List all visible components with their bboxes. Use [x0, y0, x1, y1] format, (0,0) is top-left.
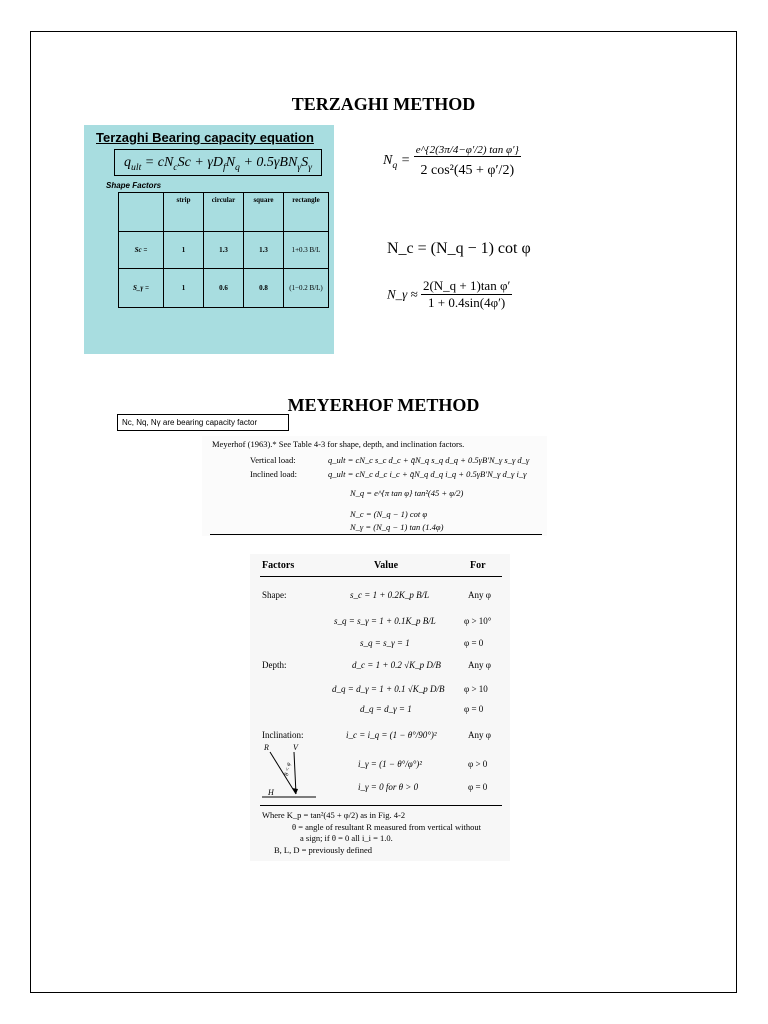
nq-lhs-sub: q: [392, 159, 398, 171]
inclined-load-equation: q_ult = cN_c d_c i_c + q̄N_q d_q i_q + 0.5γB′N_γ d_γ i_γ: [328, 469, 527, 479]
table-cell: [119, 193, 164, 232]
ngamma-denominator: 1 + 0.4sin(4φ′): [421, 294, 512, 311]
table-cell: 1: [164, 232, 204, 269]
factor-condition: φ > 10: [464, 684, 488, 694]
shape-factor-table: [118, 192, 329, 308]
table-header: circular: [204, 193, 244, 232]
inclined-load-label: Inclined load:: [250, 469, 297, 479]
factor-condition: Any φ: [468, 660, 491, 670]
shape-factors-label: Shape Factors: [106, 181, 162, 190]
factor-condition: φ > 0: [468, 759, 488, 769]
factor-value: d_q = d_γ = 1 + 0.1 √K_p D/B: [332, 684, 445, 694]
table-cell: 1.3: [204, 232, 244, 269]
factor-value: i_c = i_q = (1 − θ°/90°)²: [346, 730, 437, 740]
table-cell: (1−0.2 B/L): [284, 269, 329, 308]
table-cell: 1+0.3 B/L: [284, 232, 329, 269]
factor-value: d_c = 1 + 0.2 √K_p D/B: [352, 660, 441, 670]
factor-condition: φ > 10°: [464, 616, 492, 626]
nq-numerator: e^{2(3π/4−φ′/2) tan φ′}: [415, 144, 519, 156]
factor-condition: φ = 0: [468, 782, 488, 792]
meyerhof-equations: [202, 436, 547, 536]
factor-condition: Any φ: [468, 590, 491, 600]
factor-label: Shape:: [262, 590, 287, 600]
meyerhof-intro: Meyerhof (1963).* See Table 4-3 for shape, depth, and inclination factors.: [212, 439, 465, 449]
ngamma-fraction: [421, 278, 512, 311]
factor-value: d_q = d_γ = 1: [360, 704, 412, 714]
table-row: [119, 269, 329, 308]
table-header-row: [119, 193, 329, 232]
divider: [210, 534, 542, 535]
factor-label: Inclination:: [262, 730, 304, 740]
footnote-theta: θ = angle of resultant R measured from vertical without: [292, 822, 481, 832]
meyerhof-heading: MEYERHOF METHOD: [287, 395, 480, 415]
table-row: [119, 232, 329, 269]
factor-value: i_γ = (1 − θ°/φ°)²: [358, 759, 422, 769]
diagram-label-r: R: [264, 743, 269, 752]
footnote-kp: Where K_p = tan²(45 + φ/2) as in Fig. 4-2: [262, 810, 406, 820]
factor-value: s_q = s_γ = 1 + 0.1K_p B/L: [334, 616, 436, 626]
footer-rule: [260, 805, 502, 806]
col-header-factors: Factors: [262, 560, 295, 571]
table-header: square: [244, 193, 284, 232]
nc-formula: N_c = (N_q − 1) cot φ: [387, 240, 531, 257]
table-cell: 0.8: [244, 269, 284, 308]
panel-title: Terzaghi Bearing capacity equation: [96, 130, 314, 145]
nq-lhs: N: [383, 152, 393, 168]
col-header-for: For: [470, 560, 486, 571]
col-header-value: Value: [374, 560, 399, 571]
diagram-label-theta: θ < φ: [284, 762, 293, 777]
vertical-load-label: Vertical load:: [250, 455, 296, 465]
factor-condition: Any φ: [468, 730, 491, 740]
ngamma-numerator: 2(N_q + 1)tan φ′: [422, 278, 511, 293]
meyerhof-nq: N_q = e^{π tan φ} tan²(45 + φ/2): [350, 488, 464, 498]
factor-label: Depth:: [262, 660, 287, 670]
diagram-label-v: V: [293, 743, 298, 752]
header-rule: [260, 576, 502, 577]
meyerhof-factor-table: [250, 554, 510, 861]
factor-value: i_γ = 0 for θ > 0: [358, 782, 419, 792]
meyerhof-ngamma: N_γ = (N_q − 1) tan (1.4φ): [350, 522, 444, 532]
terzaghi-heading: TERZAGHI METHOD: [291, 94, 476, 114]
terzaghi-panel: [84, 125, 334, 427]
factor-condition: φ = 0: [464, 704, 484, 714]
factor-value: s_q = s_γ = 1: [360, 638, 410, 648]
factor-value: s_c = 1 + 0.2K_p B/L: [350, 590, 430, 600]
meyerhof-nc: N_c = (N_q − 1) cot φ: [350, 509, 428, 519]
table-cell: Sc =: [119, 232, 164, 269]
footnote-theta-cont: a sign; if θ = 0 all i_i = 1.0.: [300, 833, 393, 843]
table-header: strip: [164, 193, 204, 232]
terzaghi-equation: [114, 149, 322, 176]
ngamma-formula: [387, 278, 512, 311]
nq-formula: $N_q$ = $\frac{\text{e\textasciicircum{}\{2(3π/4−φ′/2) tan φ′\}}}{\text{2 cos²(45 + φ′/2)}}$: [383, 144, 519, 178]
diagram-label-h: H: [268, 788, 274, 797]
table-cell: S_γ =: [119, 269, 164, 308]
footnote-bld: B, L, D = previously defined: [274, 845, 373, 855]
document-page: [30, 31, 737, 993]
ngamma-lhs: N_γ ≈: [387, 286, 418, 302]
vertical-load-equation: q_ult = cN_c s_c d_c + q̄N_q s_q d_q + 0.5γB′N_γ s_γ d_γ: [328, 455, 530, 465]
table-cell: 1: [164, 269, 204, 308]
nq-denominator: 2 cos²(45 + φ′/2): [414, 156, 521, 179]
load-inclination-diagram: [260, 742, 324, 802]
factor-condition: φ = 0: [464, 638, 484, 648]
equation-text: $q_{ult} = cN_cSc + \gamma D_fN_q + 0.5\gamma BN_\gamma S_\gamma$: [123, 155, 313, 173]
table-cell: 1.3: [244, 232, 284, 269]
bearing-factor-note: Nc, Nq, Nγ are bearing capacity factor: [117, 414, 289, 431]
table-header: rectangle: [284, 193, 329, 232]
nq-fraction: [414, 144, 521, 179]
table-cell: 0.6: [204, 269, 244, 308]
